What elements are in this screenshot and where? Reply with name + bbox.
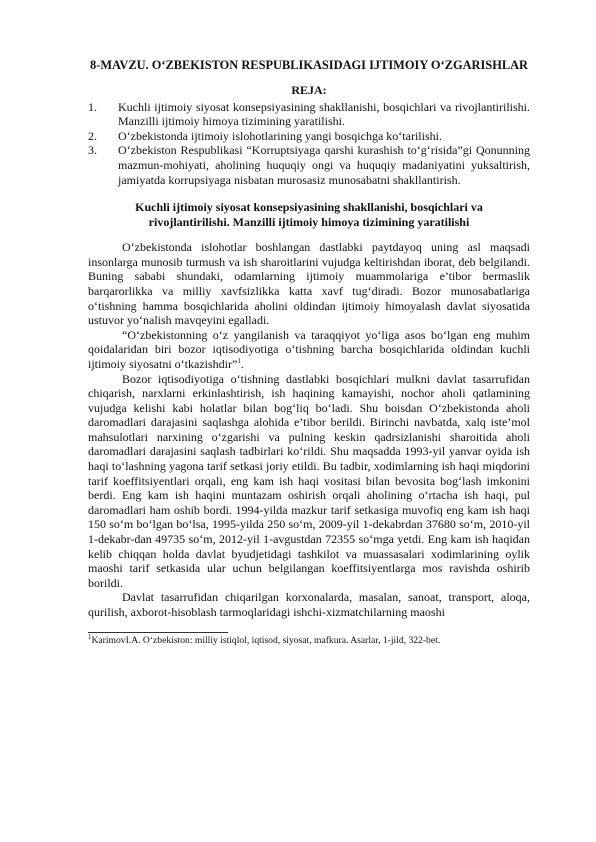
plan-item-text: Kuchli ijtimoiy siyosat konsepsiyasining shakllanishi, bosqichlari va rivojlantirilishi. Manzilli ijtimoiy himoya tizimining yaratilishi.	[118, 99, 530, 129]
plan-item-text: O‘zbekiston Respublikasi “Korruptsiyaga qarshi kurashish to‘g‘risida”gi Qonunning mazmun-mohiyati, aholining huquqiy ongi va huquqiy madaniyatini yuksaltirish, jamiyatda korrupsiyaga nisbatan murosasiz munosabatni shakllantirish.	[118, 143, 530, 187]
footnote	[88, 632, 530, 647]
footnote-mark: 1	[88, 632, 92, 641]
body-paragraph: Davlat tasarrufidan chiqarilgan korxonalarda, masalan, sanoat, transport, aloqa, qurilish, axborot-hisoblash tarmoqlaridagi ishchi-xizmatchilarning maoshi	[88, 590, 530, 619]
plan-item-number: 3.	[88, 143, 97, 158]
plan-item-number: 2.	[88, 128, 97, 143]
plan-item-text: O‘zbekistonda ijtimoiy islohotlarining yangi bosqichga ko‘tarilishi.	[118, 128, 442, 143]
footnote-text: KarimovI.A. O‘zbekiston: milliy istiqlol, iqtisod, siyosat, mafkura. Asarlar, 1-jild, 322-bet.	[91, 634, 441, 646]
quote-text: “O‘zbekistonning o‘z yangilanish va taraqqiyot yo‘liga asos bo‘lgan eng muhim qoidalaridan biri bozor iqtisodiyotiga o‘tishning barcha bosqichlarida oldindan kuchli ijtimoiy siyosatni o‘tkazishdir”	[88, 327, 530, 371]
plan-item	[88, 143, 530, 187]
page-title: 8-MAVZU. O‘ZBEKISTON RESPUBLIKASIDAGI IJTIMOIY O‘ZGARISHLAR	[90, 58, 528, 72]
footnote-reference[interactable]: 1	[237, 356, 241, 365]
plan-item	[88, 100, 530, 129]
plan-list	[88, 100, 530, 188]
plan-item	[88, 129, 530, 144]
page-content	[88, 58, 530, 647]
section-heading: Kuchli ijtimoiy siyosat konsepsiyasining shakllanishi, bosqichlari va rivojlantirilishi. Manzilli ijtimoiy himoya tizimining yaratilishi	[135, 200, 483, 230]
body-paragraph: Bozor iqtisodiyotiga o‘tishning dastlabki bosqichlari mulkni davlat tasarrufidan chiqarish, narxlarni erkinlashtirish, ish haqining kamayishi, nochor aholi qatlamining vujudga kelishi kabi holatlar bilan bog‘liq bo‘ladi. Shu boisdan O‘zbekistonda aholi daromadlari darajasini saqlashga alohida e’tibor berildi. Birinchi navbatda, xalq iste’mol mahsulotlari narxining o‘zgarishi va pulning keskin qadrsizlanishi sharoitida aholi daromadlari darajasini saqlash tadbirlari ko‘rildi. Shu maqsadda 1993-yil yanvar oyida ish haqi to‘lashning yagona tarif setkasi joriy etildi. Bu tadbir, xodimlarning ish haqi miqdorini tarif koeffitsiyentlari orqali, eng kam ish haqi vositasi bilan bevosita bog‘lash imkonini berdi. Eng kam ish haqini muntazam oshirish orqali aholining o‘rtacha ish haqi, pul daromadlari ham oshib bordi. 1994-yilda mazkur tarif setkasiga muvofiq eng kam ish haqi 150 so‘m bo‘lgan bo‘lsa, 1995-yilda 250 so‘m, 2009-yil 1-dekabrdan 37680 so‘m, 2010-yil 1-dekabr-dan 49735 so‘m, 2012-yil 1-avgustdan 72355 so‘mga yetdi. Eng kam ish haqidan kelib chiqqan holda davlat byudjetidagi tashkilot va muassasalari xodimlarining oylik maoshi tarif setkasida ular uchun belgilangan koeffitsiyentlarga mos ravishda oshirib borildi.	[88, 371, 530, 590]
quote-end: .	[240, 356, 244, 371]
body-paragraph: O‘zbekistonda islohotlar boshlangan dastlabki paytdayoq uning asl maqsadi insonlarga munosib turmush va ish sharoitlarini vujudga keltirishdan iborat, deb belgilandi. Buning sababi shundaki, odamlarning ijtimoiy muammolariga e’tibor bermaslik barqarorlikka va milliy xavfsizlikka katta xavf tug‘diradi. Bozor munosabatlariga o‘tishning hamma bosqichlarida aholini oldindan ijtimoiy himoyalash davlat siyosatida ustuvor yo‘nalish mavqeyini egalladi.	[88, 240, 530, 328]
plan-label: REJA:	[291, 83, 327, 97]
footnote-divider	[88, 632, 228, 633]
plan-item-number: 1.	[88, 99, 97, 114]
quote-paragraph	[88, 328, 530, 372]
